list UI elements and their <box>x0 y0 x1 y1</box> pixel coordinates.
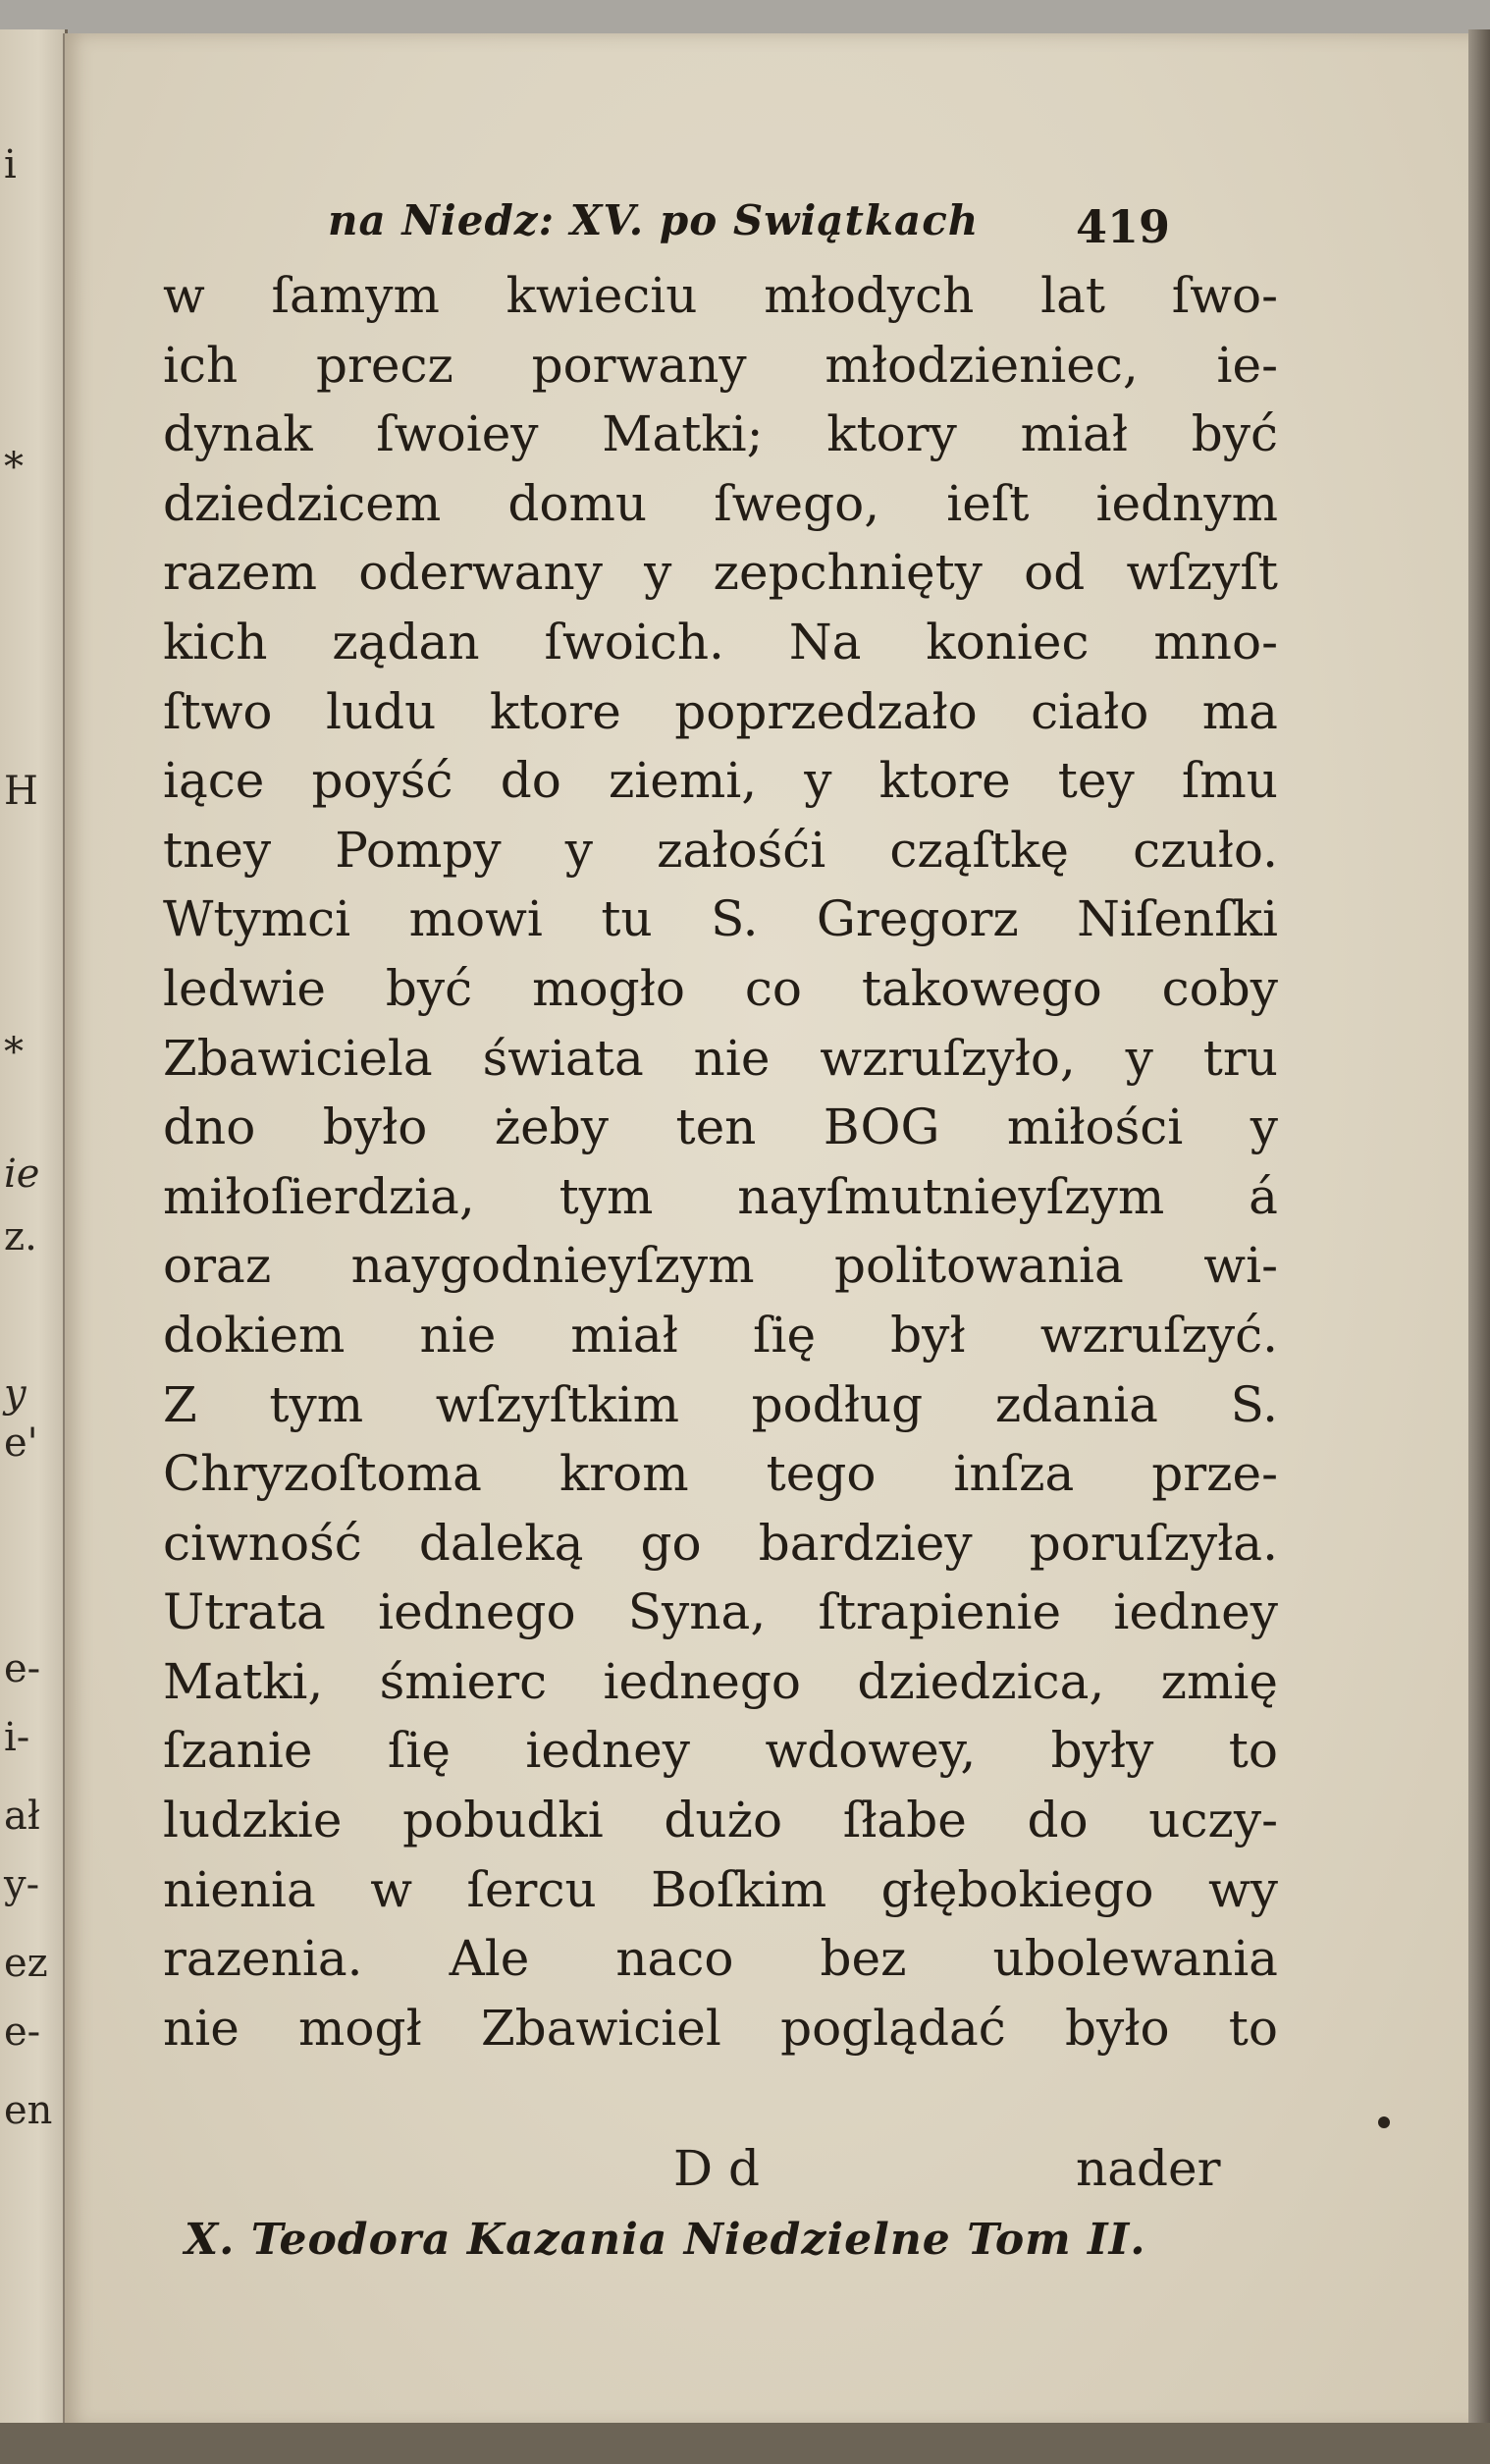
running-head <box>163 192 1311 261</box>
fragment: e' <box>4 1420 38 1466</box>
text-line: dziedzicem domu ſwego, ieſt iednym <box>163 474 1278 532</box>
text-line: Utrata iednego Syna, ſtrapienie iedney <box>163 1583 1278 1641</box>
fragment: ał <box>4 1794 40 1839</box>
catchline <box>163 2140 1278 2209</box>
fragment: y <box>4 1371 27 1417</box>
text-line: ledwie być mogło co takowego coby <box>163 959 1278 1017</box>
page-number: 419 <box>1076 200 1171 253</box>
text-line: dno było żeby ten BOG miłości y <box>163 1098 1278 1156</box>
text-line: nie mogł Zbawiciel poglądać było to <box>163 1999 1278 2057</box>
footer-title: X. Teodora Kazania Niedzielne Tom II. <box>185 2215 1146 2265</box>
text-line: kich ządan ſwoich. Na koniec mno- <box>163 613 1278 670</box>
text-line: Chryzoſtoma krom tego inſza prze- <box>163 1445 1278 1503</box>
book-page <box>63 33 1478 2429</box>
facing-page-edge <box>0 29 68 2425</box>
fragment: e- <box>4 1646 41 1691</box>
page-right-edge <box>1468 29 1490 2435</box>
text-line: Wtymci mowi tu S. Gregorz Niſenſki <box>163 890 1278 948</box>
text-line: ciwność daleką go bardziey poruſzyła. <box>163 1514 1278 1572</box>
fragment: y- <box>4 1862 40 1907</box>
fragment: * <box>4 445 24 490</box>
text-line: ſtwo ludu ktore poprzedzało ciało ma <box>163 682 1278 740</box>
scan-top-edge <box>0 0 1490 33</box>
text-line: iące poyść do ziemi, y ktore tey ſmu <box>163 752 1278 810</box>
text-line: tney Pompy y załośći cząſtkę czuło. <box>163 821 1278 879</box>
fragment: i- <box>4 1715 30 1760</box>
text-line: razem oderwany y zepchnięty od wſzyſt <box>163 544 1278 602</box>
fragment: e- <box>4 2009 41 2055</box>
fragment: H <box>4 769 38 814</box>
catchword: nader <box>1076 2140 1221 2197</box>
text-line: ich precz porwany młodzieniec, ie- <box>163 336 1278 394</box>
scan-bottom-edge <box>0 2423 1490 2464</box>
text-line: oraz naygodnieyſzym politowania wi- <box>163 1237 1278 1295</box>
fragment: en <box>4 2088 53 2133</box>
body-text <box>163 261 1278 2062</box>
facing-page-fragments <box>0 29 65 2425</box>
text-line: Z tym wſzyſtkim podług zdania S. <box>163 1375 1278 1433</box>
running-title: na Niedz: XV. po Swiątkach <box>328 196 980 244</box>
fragment: ez <box>4 1941 48 1986</box>
text-line: w ſamym kwieciu młodych lat ſwo- <box>163 267 1278 324</box>
text-line: Zbawiciela świata nie wzruſzyło, y tru <box>163 1029 1278 1087</box>
text-line: miłoſierdzia, tym nayſmutnieyſzym á <box>163 1167 1278 1225</box>
signature-mark: D d <box>673 2140 760 2197</box>
text-line: dynak ſwoiey Matki; ktory miał być <box>163 405 1278 463</box>
fragment: * <box>4 1030 24 1075</box>
fragment: i <box>4 142 17 187</box>
text-line: razenia. Ale naco bez ubolewania <box>163 1930 1278 1988</box>
text-line: ludzkie pobudki dużo ſłabe do uczy- <box>163 1792 1278 1849</box>
ink-speck <box>1378 2116 1390 2128</box>
fragment: ie <box>4 1152 40 1197</box>
text-line: ſzanie ſię iedney wdowey, były to <box>163 1722 1278 1780</box>
text-line: Matki, śmierc iednego dziedzica, zmię <box>163 1652 1278 1710</box>
text-line: nienia w ſercu Boſkim głębokiego wy <box>163 1860 1278 1918</box>
fragment: z. <box>4 1214 37 1259</box>
text-line: dokiem nie miał ſię był wzruſzyć. <box>163 1306 1278 1364</box>
